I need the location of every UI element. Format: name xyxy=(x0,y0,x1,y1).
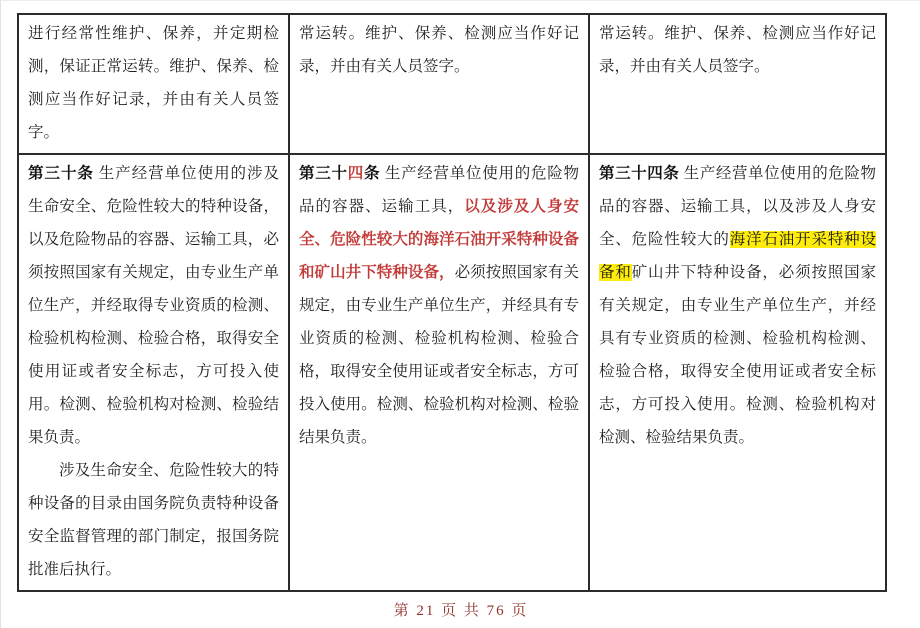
text-run: 生产经营单位使用的危险物品的容器、运输工具，以及涉及人身安全、危险性较大的 xyxy=(599,165,876,248)
paragraph xyxy=(599,157,876,454)
text-run: 常运转。维护、保养、检测应当作好记录，并由有关人员签字。 xyxy=(599,25,876,75)
paragraph xyxy=(28,157,279,454)
text-run: 常运转。维护、保养、检测应当作好记录，并由有关人员签字。 xyxy=(299,25,579,75)
table-row xyxy=(18,14,886,154)
article-number: 第三十四条 xyxy=(599,165,680,182)
text-run: 生产经营单位使用的涉及生命安全、危险性较大的特种设备，以及危险物品的容器、运输工具，必须按照国家有关规定，由专业生产单位生产，并经取得专业资质的检测、检验机构检测、检验合格，取得安全使用证或者安全标志，方可投入使用。检测、检验机构对检测、检验结果负责。 xyxy=(28,165,279,446)
highlighted-text-run: 海洋石油开采特种设备和 xyxy=(599,231,876,281)
red-text-run: 四 xyxy=(347,165,364,182)
comparison-table xyxy=(17,13,887,592)
table-cell xyxy=(289,14,589,154)
text-run: 涉及生命安全、危险性较大的特种设备的目录由国务院负责特种设备安全监督管理的部门制定，报国务院批准后执行。 xyxy=(28,462,279,578)
page-number-footer: 第 21 页 共 76 页 xyxy=(393,603,529,619)
text-run: 必须按照国家有关规定，由专业生产单位生产，并经具有专业资质的检测、检验机构检测、检验合格，取得安全使用证或者安全标志，方可投入使用。检测、检验机构对检测、检验结果负责。 xyxy=(299,264,579,446)
table-cell xyxy=(289,154,589,591)
text-run: 矿山井下特种设备，必须按照国家有关规定，由专业生产单位生产，并经具有专业资质的检测、检验机构检测、检验合格，取得安全使用证或者安全标志，方可投入使用。检测、检验机构对检测、检验结果负责。 xyxy=(599,264,876,446)
table-cell xyxy=(589,14,886,154)
paragraph xyxy=(299,17,579,83)
red-text-run: 以及涉及人身安全、危险性较大的海洋石油开采特种设备和矿山井下特种设备， xyxy=(299,198,579,281)
paragraph xyxy=(28,454,279,586)
table-cell xyxy=(18,14,289,154)
text-run: 进行经常性维护、保养，并定期检测，保证正常运转。维护、保养、检测应当作好记录，并由有关人员签字。 xyxy=(28,25,279,141)
text-run: 生产经营单位使用的危险物品的容器、运输工具， xyxy=(299,165,579,215)
article-number: 条 xyxy=(363,165,381,182)
paragraph xyxy=(599,17,876,83)
table-cell xyxy=(589,154,886,591)
table-row xyxy=(18,154,886,591)
article-number: 第三十条 xyxy=(28,165,94,182)
paragraph xyxy=(28,17,279,149)
article-number: 第三十 xyxy=(299,165,348,182)
table-cell xyxy=(18,154,289,591)
comparison-table-body xyxy=(18,14,886,591)
paragraph xyxy=(299,157,579,454)
